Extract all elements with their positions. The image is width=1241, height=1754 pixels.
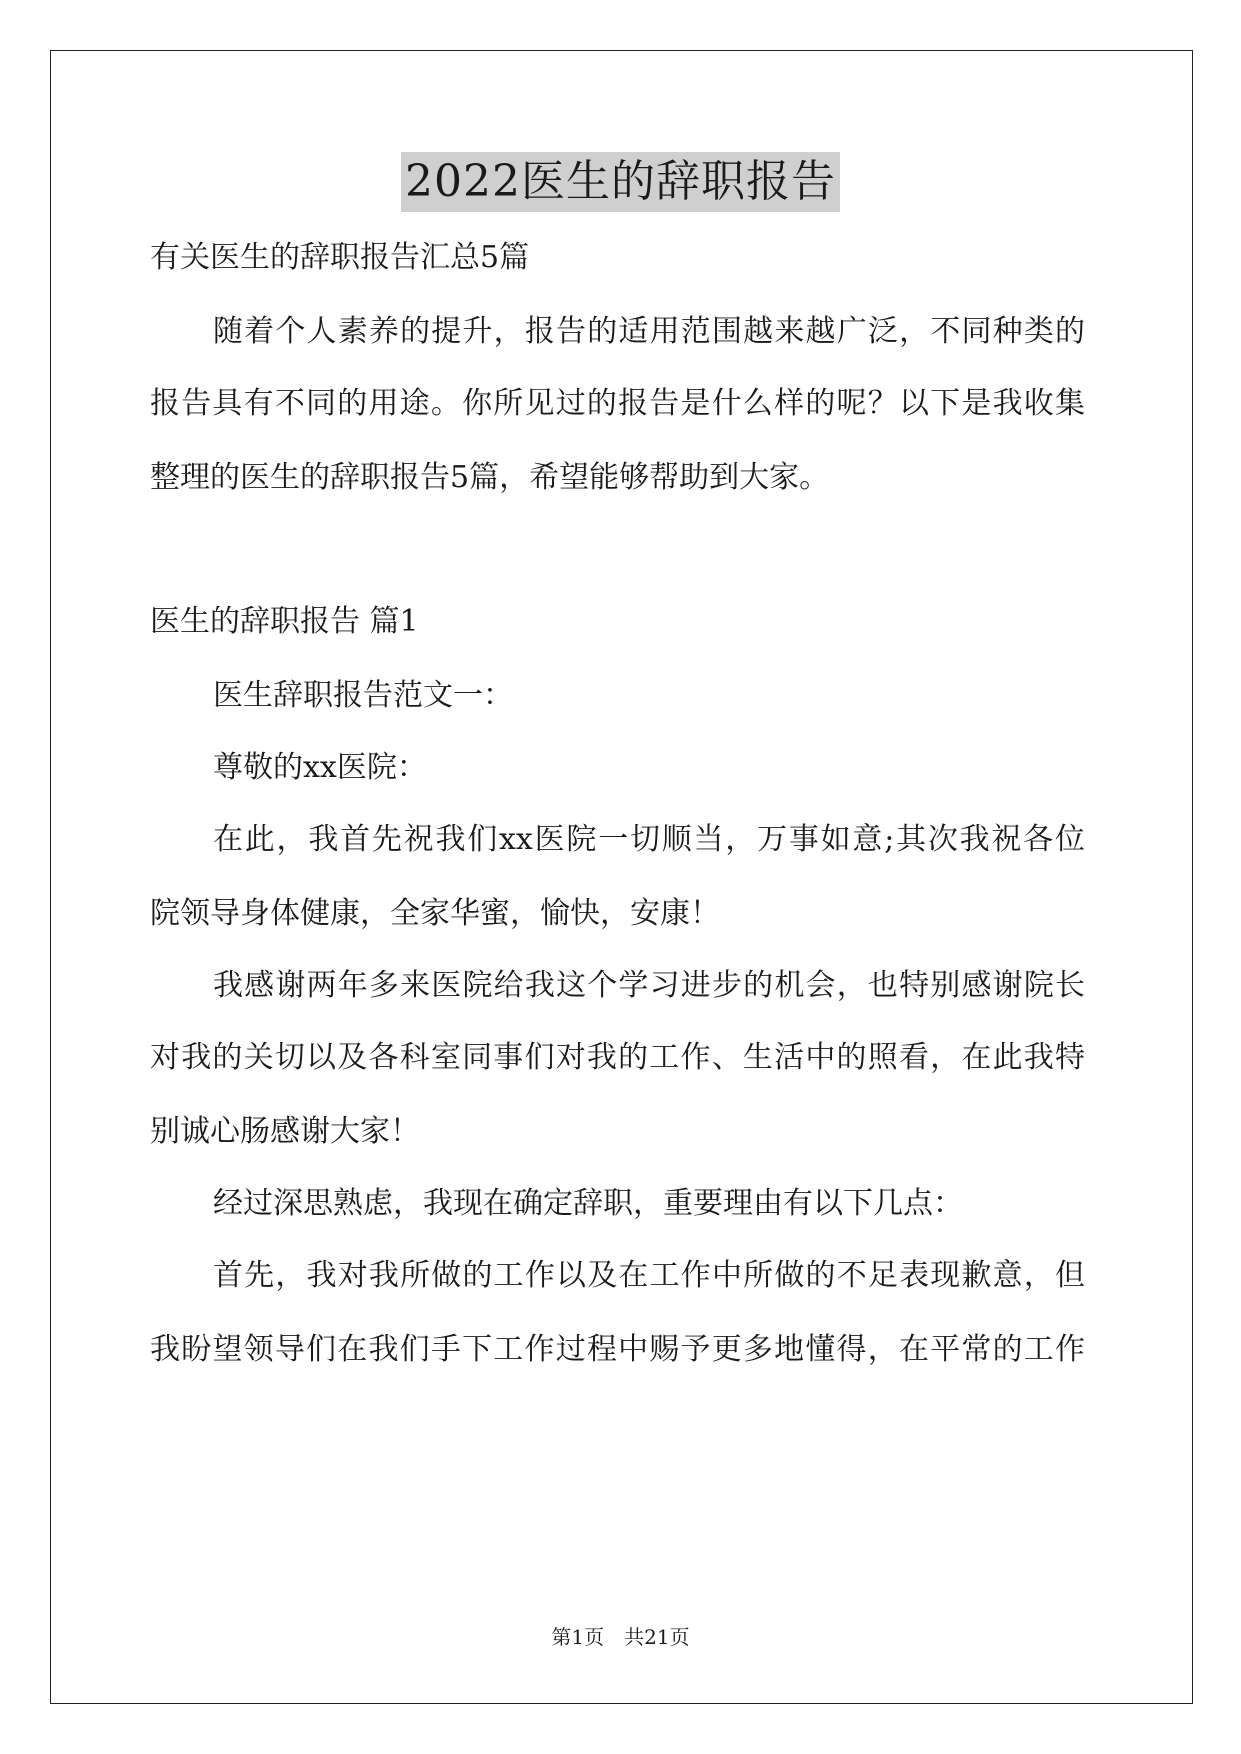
paragraph-3: 经过深思熟虑，我现在确定辞职，重要理由有以下几点： [213,1186,963,1221]
intro-line-3: 整理的医生的辞职报告5篇，希望能够帮助到大家。 [150,460,830,495]
paragraph-2-line-2: 对我的关切以及各科室同事们对我的工作、生活中的照看，在此我特 [150,1040,1085,1075]
paragraph-1-line-2: 院领导身体健康，全家华蜜，愉快，安康！ [150,896,720,931]
paragraph-1-line-1: 在此，我首先祝我们xx医院一切顺当，万事如意;其次我祝各位 [213,822,1085,857]
paragraph-2-line-1: 我感谢两年多来医院给我这个学习进步的机会，也特别感谢院长 [213,968,1085,1003]
page-number-footer: 第1页 共21页 [551,1625,690,1649]
paragraph-2-line-3: 别诚心肠感谢大家！ [150,1114,420,1149]
salutation: 尊敬的xx医院： [213,750,427,785]
document-title: 2022医生的辞职报告 [401,152,840,212]
section-heading: 医生的辞职报告 篇1 [150,604,419,639]
intro-line-2: 报告具有不同的用途。你所见过的报告是什么样的呢？以下是我收集 [150,386,1085,421]
document-subtitle: 有关医生的辞职报告汇总5篇 [150,240,530,275]
page-border [50,50,1193,1704]
paragraph-4-line-2: 我盼望领导们在我们手下工作过程中赐予更多地懂得，在平常的工作 [150,1332,1085,1367]
intro-line-1: 随着个人素养的提升，报告的适用范围越来越广泛，不同种类的 [213,314,1085,349]
title-container [0,152,1241,212]
paragraph-4-line-1: 首先，我对我所做的工作以及在工作中所做的不足表现歉意，但 [213,1258,1085,1293]
sample-label: 医生辞职报告范文一： [213,678,513,713]
